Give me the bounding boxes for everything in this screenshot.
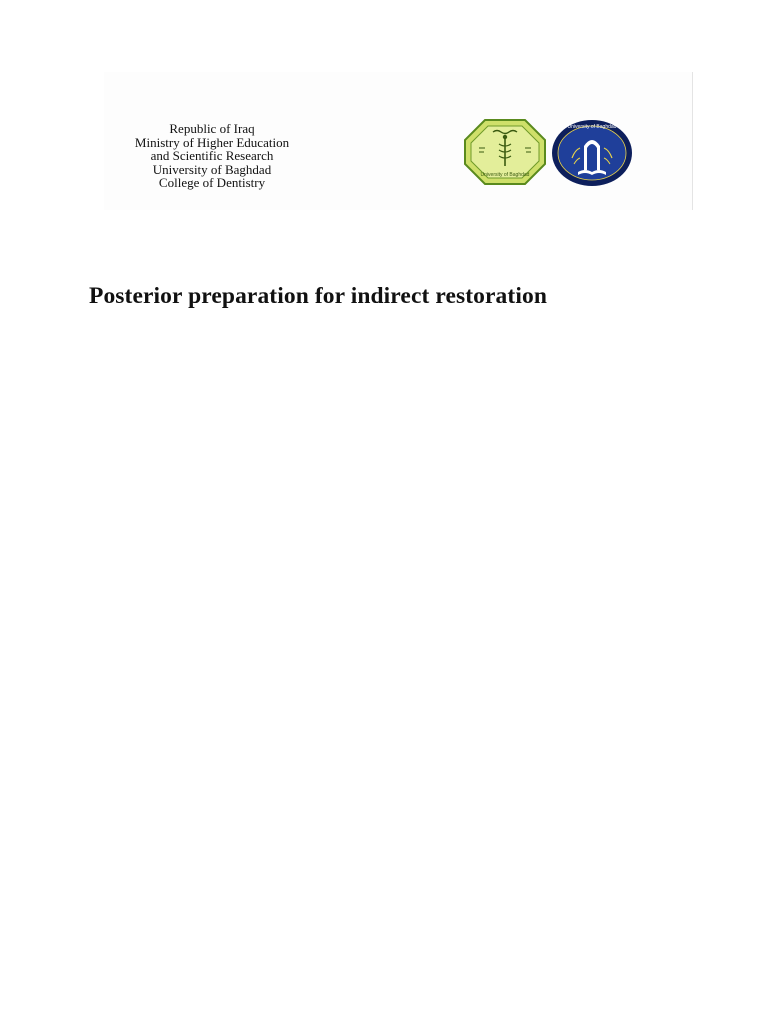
university-of-baghdad-seal-icon [550, 118, 634, 188]
institution-line-university: University of Baghdad [152, 161, 272, 177]
institution-line-college: College of Dentistry [158, 175, 266, 191]
institution-line-country: Republic of Iraq [169, 121, 255, 136]
svg-text:University of Baghdad: University of Baghdad [567, 124, 617, 130]
document-title: Posterior preparation for indirect restoration [89, 283, 547, 309]
institution-line-ministry: Ministry of Higher Education [134, 134, 290, 150]
college-of-dentistry-seal-icon [463, 118, 547, 186]
institution-block [108, 122, 316, 190]
svg-text:University of Baghdad: University of Baghdad [480, 172, 530, 178]
institution-line-research: and Scientific Research [150, 148, 274, 164]
